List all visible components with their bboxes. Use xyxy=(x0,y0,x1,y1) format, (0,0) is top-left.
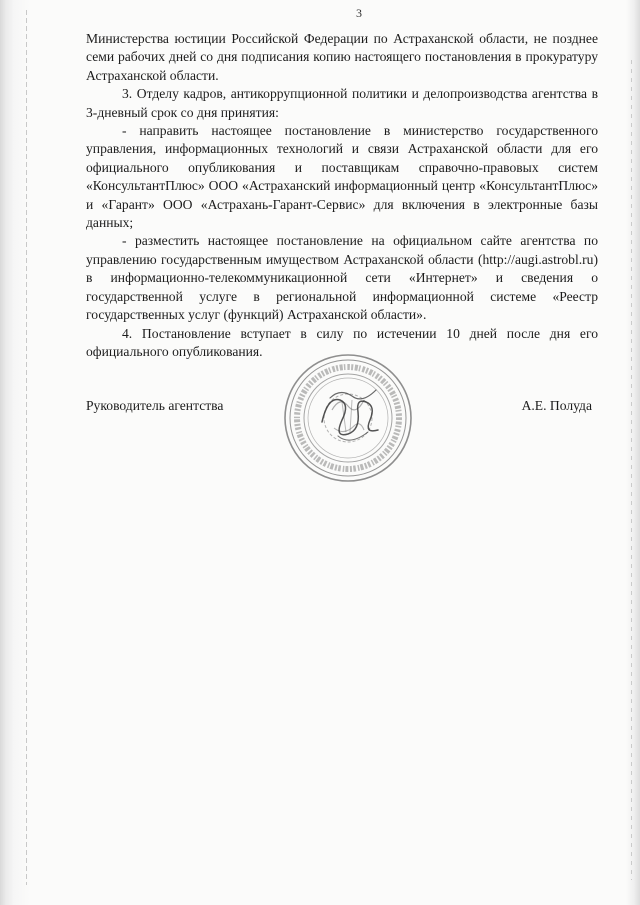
signatory-title: Руководитель агентства xyxy=(86,398,224,413)
page-number: 3 xyxy=(356,6,362,20)
signatory-name: А.Е. Полуда xyxy=(521,398,592,413)
scan-artifact-left xyxy=(26,10,27,885)
paragraph-continuation: Министерства юстиции Российской Федерации по Астраханской области, не позднее семи рабочих дней со дня подписания копию настоящего постановления в прокуратуру Астраханской области. xyxy=(86,31,598,83)
paragraph-item-4: 4. Постановление вступает в силу по истечении 10 дней после дня его официального опубликования. xyxy=(86,325,598,359)
document-body xyxy=(86,30,598,361)
paragraph-subitem-send: - направить настоящее постановление в министерство государственного управления, информационных технологий и связи Астраханской области для его официального опубликования и поставщикам справочно-правовых систем «КонсультантПлюс» ООО «Астраханский информационный центр «КонсультантПлюс» и «Гарант» ООО «Астрахань-Гарант-Сервис» для включения в электронные базы данных; xyxy=(86,123,598,231)
paragraph-subitem-publish: - разместить настоящее постановление на официальном сайте агентства по управлению государственным имуществом Астраханской области (http://augi.astrobl.ru) в информационно-телекоммуникационной сети «Интернет» и сведения о государственной услуге в региональной информационной системе «Реестр государственных услуг (функций) Астраханской области». xyxy=(86,233,598,323)
scan-edge-right xyxy=(626,0,640,905)
official-round-seal-icon xyxy=(282,352,414,484)
paragraph-item-3: 3. Отделу кадров, антикоррупционной политики и делопроизводства агентства в 3-дневный срок со дня принятия: xyxy=(86,86,598,120)
scan-artifact-right xyxy=(631,60,632,880)
